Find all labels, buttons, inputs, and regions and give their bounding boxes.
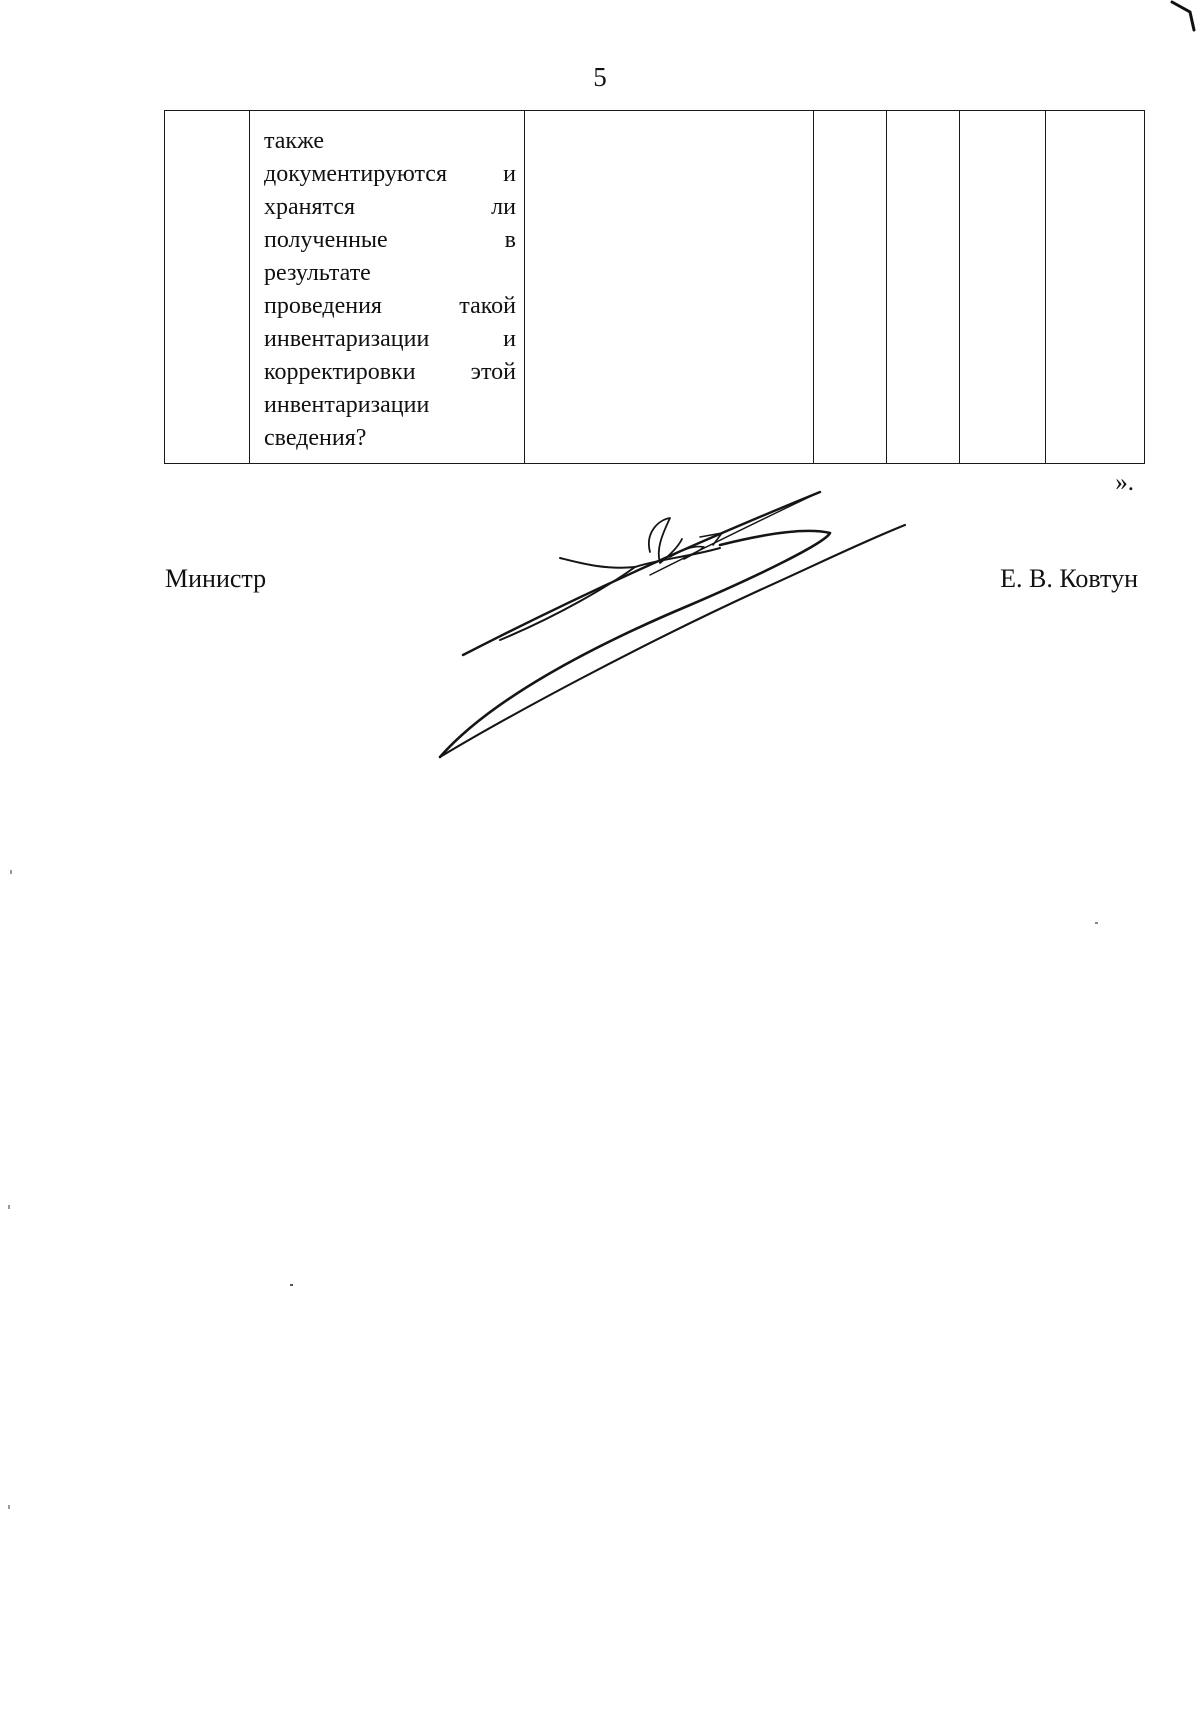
- answer-not-applicable-cell: [960, 111, 1046, 464]
- question-line: [264, 389, 516, 422]
- page-number: 5: [593, 62, 607, 92]
- question-line: [264, 290, 516, 323]
- scan-speck: [8, 1205, 10, 1209]
- number-cell: [165, 111, 250, 464]
- question-cell: [250, 111, 525, 464]
- question-word: такой: [459, 293, 516, 319]
- note-cell: [1046, 111, 1145, 464]
- question-word: этой: [470, 359, 516, 385]
- scan-speck: [1095, 922, 1098, 924]
- signer-position: Министр: [165, 564, 267, 593]
- question-word: полученные: [264, 227, 388, 253]
- question-word: в: [504, 227, 516, 253]
- question-line: [264, 125, 516, 158]
- question-line: [264, 191, 516, 224]
- scan-speck: [10, 870, 12, 874]
- question-word: инвентаризации: [264, 326, 430, 352]
- question-word: проведения: [264, 293, 382, 319]
- handwritten-signature: [430, 475, 910, 765]
- answer-no-cell: [887, 111, 960, 464]
- question-word: сведения?: [264, 425, 367, 451]
- question-word: инвентаризации: [264, 392, 430, 418]
- signer-name: Е. В. Ковтун: [1000, 564, 1138, 593]
- answer-yes-cell: [814, 111, 887, 464]
- question-word: ли: [491, 194, 516, 220]
- requisites-cell: [525, 111, 814, 464]
- question-line: [264, 224, 516, 257]
- question-word: также: [264, 128, 325, 154]
- question-word: и: [503, 326, 516, 352]
- question-line: [264, 257, 516, 290]
- question-word: хранятся: [264, 194, 356, 220]
- question-word: результате: [264, 260, 371, 286]
- table-row: [165, 111, 1145, 464]
- continuation-table: [164, 110, 1145, 464]
- closing-quote-mark: ».: [1115, 469, 1134, 496]
- scan-corner-mark: [1168, 0, 1200, 40]
- question-line: [264, 356, 516, 389]
- question-word: корректировки: [264, 359, 416, 385]
- question-line: [264, 323, 516, 356]
- scan-speck: [290, 1284, 293, 1286]
- question-text: [264, 125, 516, 455]
- question-word: и: [503, 161, 516, 187]
- scan-speck: [8, 1505, 10, 1509]
- question-line: [264, 158, 516, 191]
- question-line: [264, 422, 516, 455]
- question-word: документируются: [264, 161, 447, 187]
